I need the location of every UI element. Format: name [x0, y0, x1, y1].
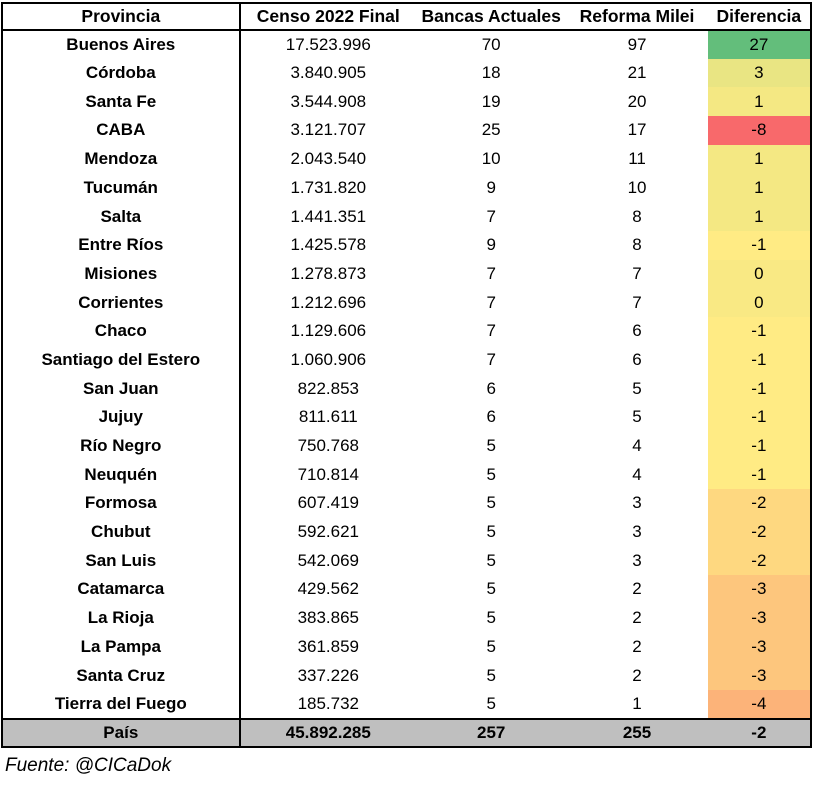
censo-cell: 185.732: [297, 693, 360, 713]
diferencia-cell: -3: [708, 632, 811, 661]
diferencia-cell: 1: [708, 145, 811, 174]
diferencia-cell: -8: [708, 116, 811, 145]
province-cell: Tierra del Fuego: [2, 690, 240, 719]
total-reforma-cell: 255: [566, 719, 707, 747]
diferencia-cell: 0: [708, 288, 811, 317]
table-row: [2, 260, 811, 289]
reforma-cell: 3: [632, 493, 642, 513]
province-cell: San Luis: [2, 546, 240, 575]
diferencia-cell: 0: [708, 260, 811, 289]
province-cell: Formosa: [2, 489, 240, 518]
censo-cell: 542.069: [297, 550, 360, 570]
diferencia-cell: -1: [708, 403, 811, 432]
bancas-cell: 7: [486, 263, 496, 283]
diferencia-cell: -2: [708, 489, 811, 518]
bancas-cell: 19: [481, 91, 501, 111]
province-cell: Tucumán: [2, 173, 240, 202]
province-cell: Jujuy: [2, 403, 240, 432]
bancas-cell: 5: [486, 493, 496, 513]
bancas-cell: 5: [486, 550, 496, 570]
table-row: [2, 546, 811, 575]
reforma-cell: 5: [632, 407, 642, 427]
diferencia-cell: 1: [708, 87, 811, 116]
province-cell: Corrientes: [2, 288, 240, 317]
bancas-cell: 18: [481, 63, 501, 83]
province-cell: Buenos Aires: [2, 30, 240, 59]
bancas-cell: 5: [486, 579, 496, 599]
province-cell: Chubut: [2, 518, 240, 547]
reforma-cell: 17: [627, 120, 647, 140]
reforma-cell: 7: [632, 292, 642, 312]
censo-cell: 710.814: [297, 464, 360, 484]
table-row: [2, 116, 811, 145]
header-reforma-milei: Reforma Milei: [566, 3, 707, 30]
province-cell: San Juan: [2, 374, 240, 403]
reforma-cell: 20: [627, 91, 647, 111]
table-body: [2, 30, 811, 719]
bancas-cell: 5: [486, 436, 496, 456]
censo-cell: 811.611: [298, 407, 358, 427]
censo-cell: 1.441.351: [290, 206, 367, 226]
diferencia-cell: -1: [708, 346, 811, 375]
diferencia-cell: -2: [708, 518, 811, 547]
province-cell: CABA: [2, 116, 240, 145]
table-row: [2, 173, 811, 202]
bancas-cell: 7: [486, 206, 496, 226]
reforma-cell: 4: [632, 436, 642, 456]
provinces-table: [1, 2, 812, 748]
table-row: [2, 346, 811, 375]
censo-cell: 607.419: [297, 493, 360, 513]
censo-cell: 383.865: [297, 608, 360, 628]
censo-cell: 750.768: [297, 436, 360, 456]
diferencia-cell: -3: [708, 575, 811, 604]
province-cell: Santa Fe: [2, 87, 240, 116]
province-cell: La Rioja: [2, 604, 240, 633]
reforma-cell: 4: [632, 464, 642, 484]
province-cell: Córdoba: [2, 59, 240, 88]
source-note: Fuente: @CICaDok: [5, 754, 172, 776]
table-row: [2, 403, 811, 432]
table-row: [2, 202, 811, 231]
header-censo-2022: Censo 2022 Final: [240, 3, 416, 30]
reforma-cell: 11: [628, 149, 646, 169]
table-row: [2, 575, 811, 604]
table-row: [2, 661, 811, 690]
table-row: [2, 288, 811, 317]
diferencia-cell: 1: [708, 202, 811, 231]
table-row: [2, 432, 811, 461]
province-cell: Catamarca: [2, 575, 240, 604]
censo-cell: 337.226: [297, 665, 360, 685]
reforma-cell: 2: [632, 636, 642, 656]
province-cell: Salta: [2, 202, 240, 231]
province-cell: Santiago del Estero: [2, 346, 240, 375]
diferencia-cell: -1: [708, 460, 811, 489]
bancas-cell: 5: [486, 665, 496, 685]
censo-cell: 3.544.908: [290, 91, 367, 111]
province-cell: Mendoza: [2, 145, 240, 174]
table-row: [2, 87, 811, 116]
reforma-cell: 7: [632, 263, 642, 283]
table-row: [2, 690, 811, 719]
reforma-cell: 8: [632, 206, 642, 226]
reforma-cell: 6: [632, 321, 642, 341]
reforma-cell: 3: [632, 550, 642, 570]
total-bancas-cell: 257: [416, 719, 566, 747]
diferencia-cell: -3: [708, 604, 811, 633]
province-cell: Santa Cruz: [2, 661, 240, 690]
reforma-cell: 1: [632, 693, 642, 713]
bancas-cell: 5: [486, 693, 496, 713]
province-cell: Entre Ríos: [2, 231, 240, 260]
censo-cell: 822.853: [297, 378, 360, 398]
bancas-cell: 70: [481, 34, 501, 54]
bancas-cell: 5: [486, 464, 496, 484]
censo-cell: 1.060.906: [290, 349, 367, 369]
diferencia-cell: 3: [708, 59, 811, 88]
censo-cell: 2.043.540: [290, 149, 367, 169]
censo-cell: 3.840.905: [290, 63, 367, 83]
bancas-cell: 5: [486, 522, 496, 542]
diferencia-cell: -1: [708, 231, 811, 260]
censo-cell: 3.121.707: [290, 120, 367, 140]
total-diferencia-cell: -2: [708, 719, 811, 747]
header-row: [2, 3, 811, 30]
province-cell: La Pampa: [2, 632, 240, 661]
reforma-cell: 97: [627, 34, 647, 54]
province-cell: Neuquén: [2, 460, 240, 489]
province-cell: Chaco: [2, 317, 240, 346]
reforma-cell: 5: [632, 378, 642, 398]
total-censo-cell: 45.892.285: [240, 719, 416, 747]
diferencia-cell: -1: [708, 432, 811, 461]
province-cell: Misiones: [2, 260, 240, 289]
diferencia-cell: 1: [708, 173, 811, 202]
censo-cell: 17.523.996: [285, 34, 371, 54]
diferencia-cell: -3: [708, 661, 811, 690]
total-provincia-cell: País: [2, 719, 240, 747]
header-provincia: Provincia: [2, 3, 240, 30]
table-row: [2, 518, 811, 547]
table-row: [2, 317, 811, 346]
table-row: [2, 374, 811, 403]
bancas-cell: 7: [486, 292, 496, 312]
table-row: [2, 604, 811, 633]
bancas-cell: 7: [486, 349, 496, 369]
bancas-cell: 9: [486, 177, 496, 197]
table-row: [2, 632, 811, 661]
bancas-cell: 25: [481, 120, 501, 140]
total-row: [2, 719, 811, 747]
reforma-cell: 3: [632, 522, 642, 542]
bancas-cell: 6: [486, 407, 496, 427]
bancas-cell: 10: [481, 149, 501, 169]
bancas-cell: 5: [486, 636, 496, 656]
table-row: [2, 460, 811, 489]
reforma-cell: 6: [632, 349, 642, 369]
diferencia-cell: -2: [708, 546, 811, 575]
header-diferencia: Diferencia: [708, 3, 811, 30]
censo-cell: 1.129.606: [290, 321, 367, 341]
censo-cell: 1.731.820: [290, 177, 367, 197]
table-row: [2, 30, 811, 59]
bancas-cell: 9: [486, 235, 496, 255]
censo-cell: 1.278.873: [290, 263, 367, 283]
censo-cell: 361.859: [297, 636, 360, 656]
header-bancas-actuales: Bancas Actuales: [416, 3, 566, 30]
table-row: [2, 145, 811, 174]
reforma-cell: 8: [632, 235, 642, 255]
bancas-cell: 7: [486, 321, 496, 341]
bancas-cell: 6: [486, 378, 496, 398]
reforma-cell: 2: [632, 579, 642, 599]
province-cell: Río Negro: [2, 432, 240, 461]
reforma-cell: 2: [632, 665, 642, 685]
diferencia-cell: -4: [708, 690, 811, 719]
censo-cell: 1.212.696: [290, 292, 367, 312]
reforma-cell: 2: [632, 608, 642, 628]
diferencia-cell: -1: [708, 374, 811, 403]
diferencia-cell: -1: [708, 317, 811, 346]
table-row: [2, 489, 811, 518]
diferencia-cell: 27: [708, 30, 811, 59]
reforma-cell: 21: [627, 63, 647, 83]
reforma-cell: 10: [627, 177, 647, 197]
table-row: [2, 231, 811, 260]
bancas-cell: 5: [486, 608, 496, 628]
censo-cell: 429.562: [297, 579, 360, 599]
table-row: [2, 59, 811, 88]
censo-cell: 1.425.578: [290, 235, 367, 255]
censo-cell: 592.621: [297, 522, 360, 542]
